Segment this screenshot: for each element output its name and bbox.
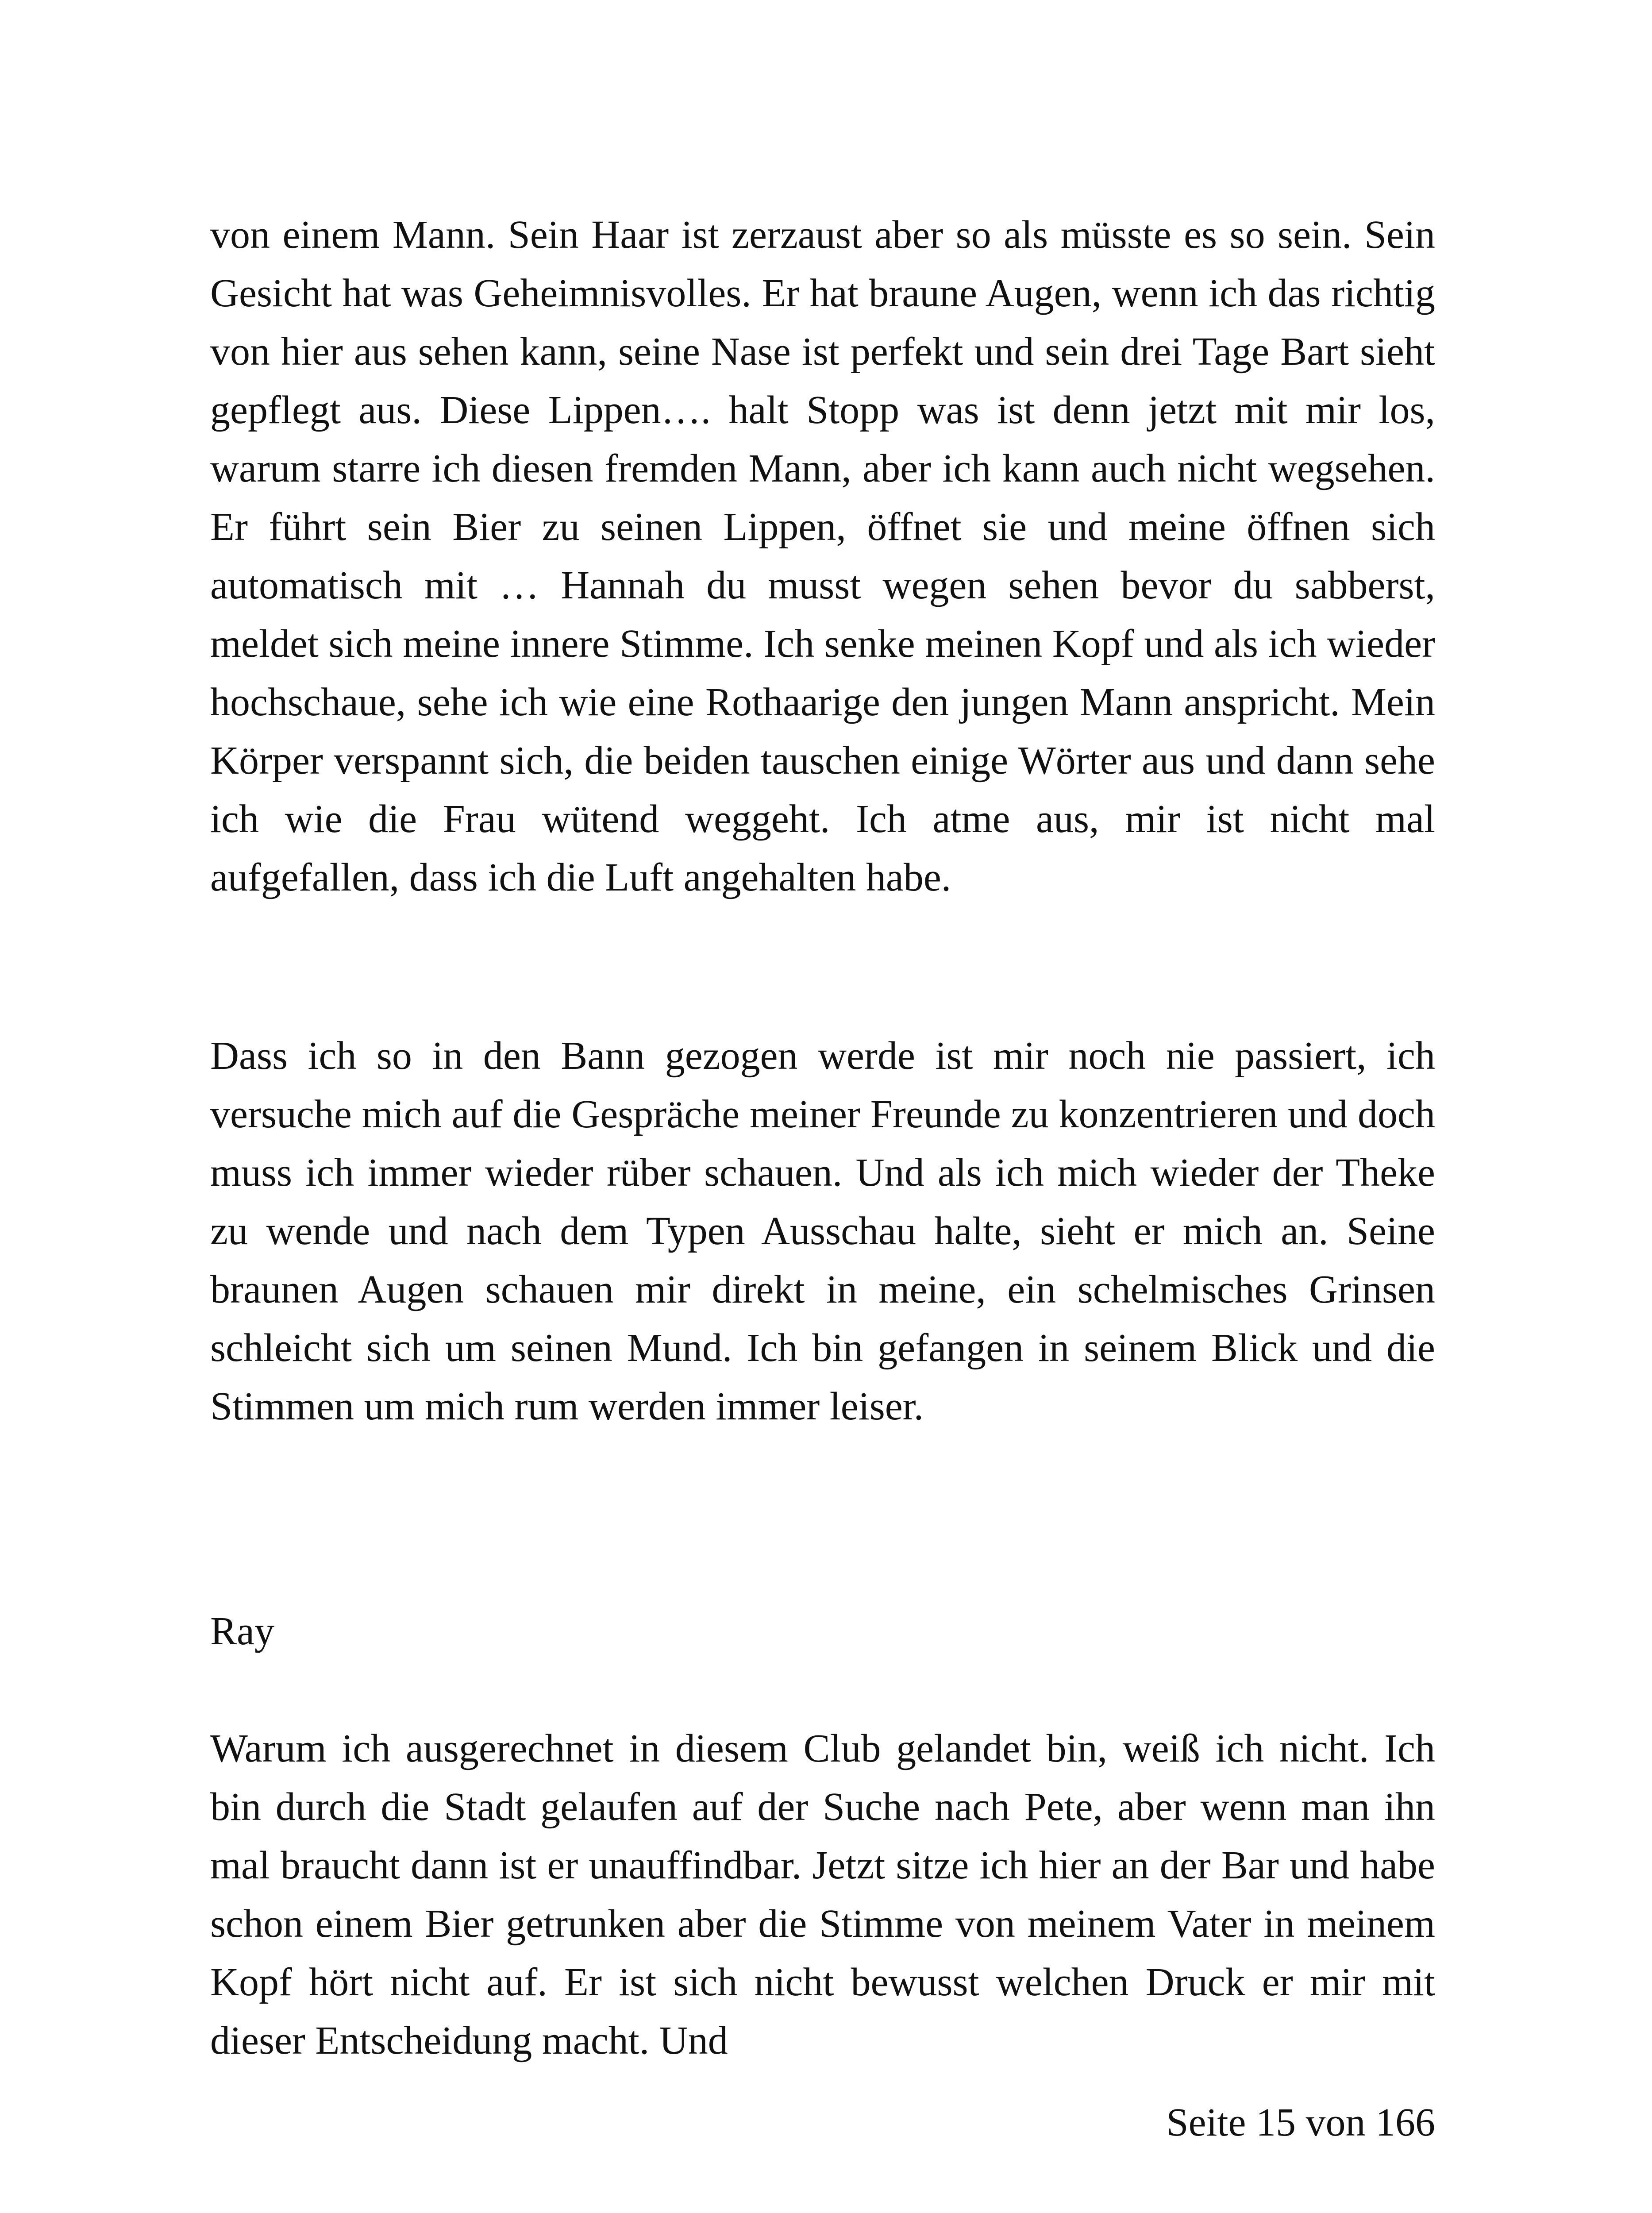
page-number: Seite 15 von 166 bbox=[1166, 2101, 1435, 2144]
paragraph-text: Dass ich so in den Bann gezogen werde ist mir noch nie passiert, ich versuche mich auf die Gespräche meiner Freunde zu konzentrieren und doch muss ich immer wieder rüber schauen. Und als ich mich wieder der Theke zu wende und nach dem Typen Ausschau halte, sieht er mich an. Seine braunen Augen schauen mir direkt in meine, ein schelmisches Grinsen schleicht sich um seinen Mund. Ich bin gefangen in seinem Blick und die Stimmen um mich rum werden immer leiser. bbox=[210, 1034, 1435, 1428]
paragraph-3 bbox=[210, 1720, 1435, 2070]
section-heading bbox=[210, 1602, 1435, 1661]
paragraph-2 bbox=[210, 1027, 1435, 1436]
paragraph-1 bbox=[210, 206, 1435, 907]
paragraph-text: Warum ich ausgerechnet in diesem Club gelandet bin, weiß ich nicht. Ich bin durch die Stadt gelaufen auf der Suche nach Pete, aber wenn man ihn mal braucht dann ist er unauffindbar. Jetzt sitze ich hier an der Bar und habe schon einem Bier getrunken aber die Stimme von meinem Vater in meinem Kopf hört nicht auf. Er ist sich nicht bewusst welchen Druck er mir mit dieser Entscheidung macht. Und bbox=[210, 1727, 1435, 2063]
paragraph-text: von einem Mann. Sein Haar ist zerzaust aber so als müsste es so sein. Sein Gesicht hat was Geheimnisvolles. Er hat braune Augen, wenn ich das richtig von hier aus sehen kann, seine Nase ist perfekt und sein drei Tage Bart sieht gepflegt aus. Diese Lippen…. halt Stopp was ist denn jetzt mit mir los, warum starre ich diesen fremden Mann, aber ich kann auch nicht wegsehen. Er führt sein Bier zu seinen Lippen, öffnet sie und meine öffnen sich automatisch mit … Hannah du musst wegen sehen bevor du sabberst, meldet sich meine innere Stimme. Ich senke meinen Kopf und als ich wieder hochschaue, sehe ich wie eine Rothaarige den jungen Mann anspricht. Mein Körper verspannt sich, die beiden tauschen einige Wörter aus und dann sehe ich wie die Frau wütend weggeht. Ich atme aus, mir ist nicht mal aufgefallen, dass ich die Luft angehalten habe. bbox=[210, 213, 1435, 899]
section-heading-text: Ray bbox=[210, 1609, 274, 1653]
